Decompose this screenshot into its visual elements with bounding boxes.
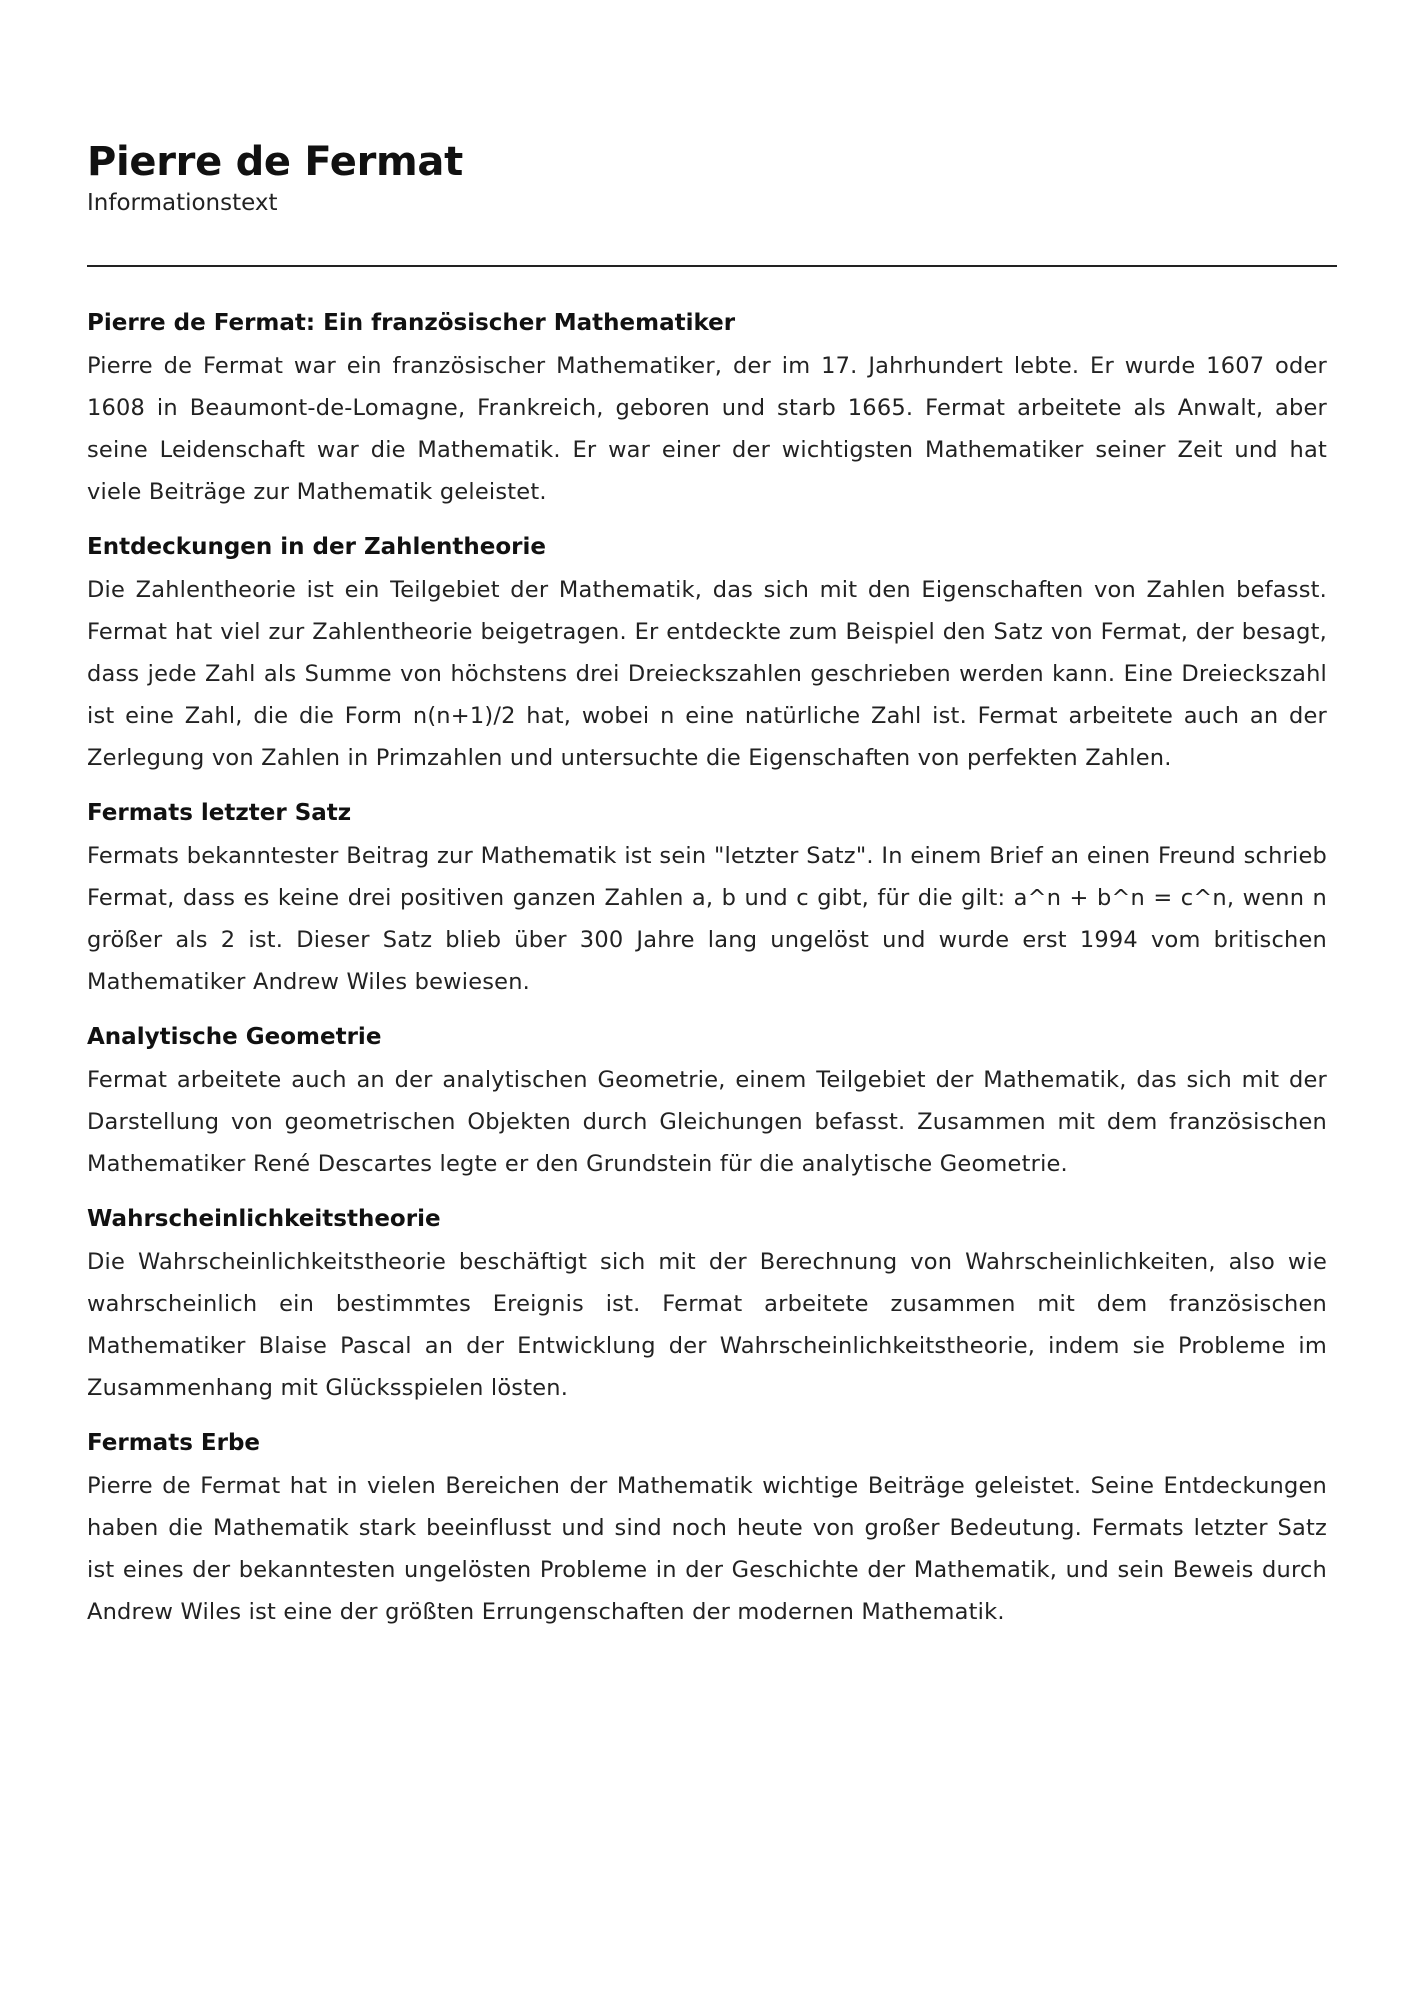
section-legacy [87, 1427, 1327, 1633]
section-heading: Analytische Geometrie [87, 1024, 382, 1050]
document-title: Pierre de Fermat [87, 139, 463, 185]
document-body [87, 307, 1327, 1633]
document-subtitle: Informationstext [87, 190, 278, 216]
section-heading: Entdeckungen in der Zahlentheorie [87, 534, 546, 560]
section-probability [87, 1203, 1327, 1409]
section-paragraph: Die Zahlentheorie ist ein Teilgebiet der Mathematik, das sich mit den Eigenschaften von Zahlen befasst. Fermat hat viel zur Zahlentheorie beigetragen. Er entdeckte zum Beispiel den Satz von Fermat, der besagt, dass jede Zahl als Summe von höchstens drei Dreieckszahlen geschrieben werden kann. Eine Dreieckszahl ist eine Zahl, die die Form n(n+1)/2 hat, wobei n eine natürliche Zahl ist. Fermat arbeitete auch an der Zerlegung von Zahlen in Primzahlen und untersuchte die Eigenschaften von perfekten Zahlen. [87, 577, 1327, 771]
section-paragraph: Fermats bekanntester Beitrag zur Mathematik ist sein "letzter Satz". In einem Brief an einen Freund schrieb Fermat, dass es keine drei positiven ganzen Zahlen a, b und c gibt, für die gilt: a^n + b^n = c^n, wenn n größer als 2 ist. Dieser Satz blieb über 300 Jahre lang ungelöst und wurde erst 1994 vom britischen Mathematiker Andrew Wiles bewiesen. [87, 843, 1327, 995]
section-heading: Wahrscheinlichkeitstheorie [87, 1206, 441, 1232]
section-paragraph: Fermat arbeitete auch an der analytischen Geometrie, einem Teilgebiet der Mathematik, das sich mit der Darstellung von geometrischen Objekten durch Gleichungen befasst. Zusammen mit dem französischen Mathematiker René Descartes legte er den Grundstein für die analytische Geometrie. [87, 1067, 1327, 1177]
section-paragraph: Die Wahrscheinlichkeitstheorie beschäftigt sich mit der Berechnung von Wahrscheinlichkeiten, also wie wahrscheinlich ein bestimmtes Ereignis ist. Fermat arbeitete zusammen mit dem französischen Mathematiker Blaise Pascal an der Entwicklung der Wahrscheinlichkeitstheorie, indem sie Probleme im Zusammenhang mit Glücksspielen lösten. [87, 1249, 1327, 1401]
section-paragraph: Pierre de Fermat hat in vielen Bereichen der Mathematik wichtige Beiträge geleistet. Seine Entdeckungen haben die Mathematik stark beeinflusst und sind noch heute von großer Bedeutung. Fermats letzter Satz ist eines der bekanntesten ungelösten Probleme in der Geschichte der Mathematik, und sein Beweis durch Andrew Wiles ist eine der größten Errungenschaften der modernen Mathematik. [87, 1473, 1327, 1625]
section-last-theorem [87, 797, 1327, 1003]
section-number-theory [87, 531, 1327, 779]
section-heading: Fermats letzter Satz [87, 800, 352, 826]
section-heading: Fermats Erbe [87, 1430, 261, 1456]
title-divider [87, 265, 1337, 267]
section-analytic-geometry [87, 1021, 1327, 1185]
document-page [87, 138, 1327, 1651]
section-paragraph: Pierre de Fermat war ein französischer Mathematiker, der im 17. Jahrhundert lebte. Er wurde 1607 oder 1608 in Beaumont-de-Lomagne, Frankreich, geboren und starb 1665. Fermat arbeitete als Anwalt, aber seine Leidenschaft war die Mathematik. Er war einer der wichtigsten Mathematiker seiner Zeit und hat viele Beiträge zur Mathematik geleistet. [87, 353, 1327, 505]
section-heading: Pierre de Fermat: Ein französischer Mathematiker [87, 310, 736, 336]
section-intro [87, 307, 1327, 513]
